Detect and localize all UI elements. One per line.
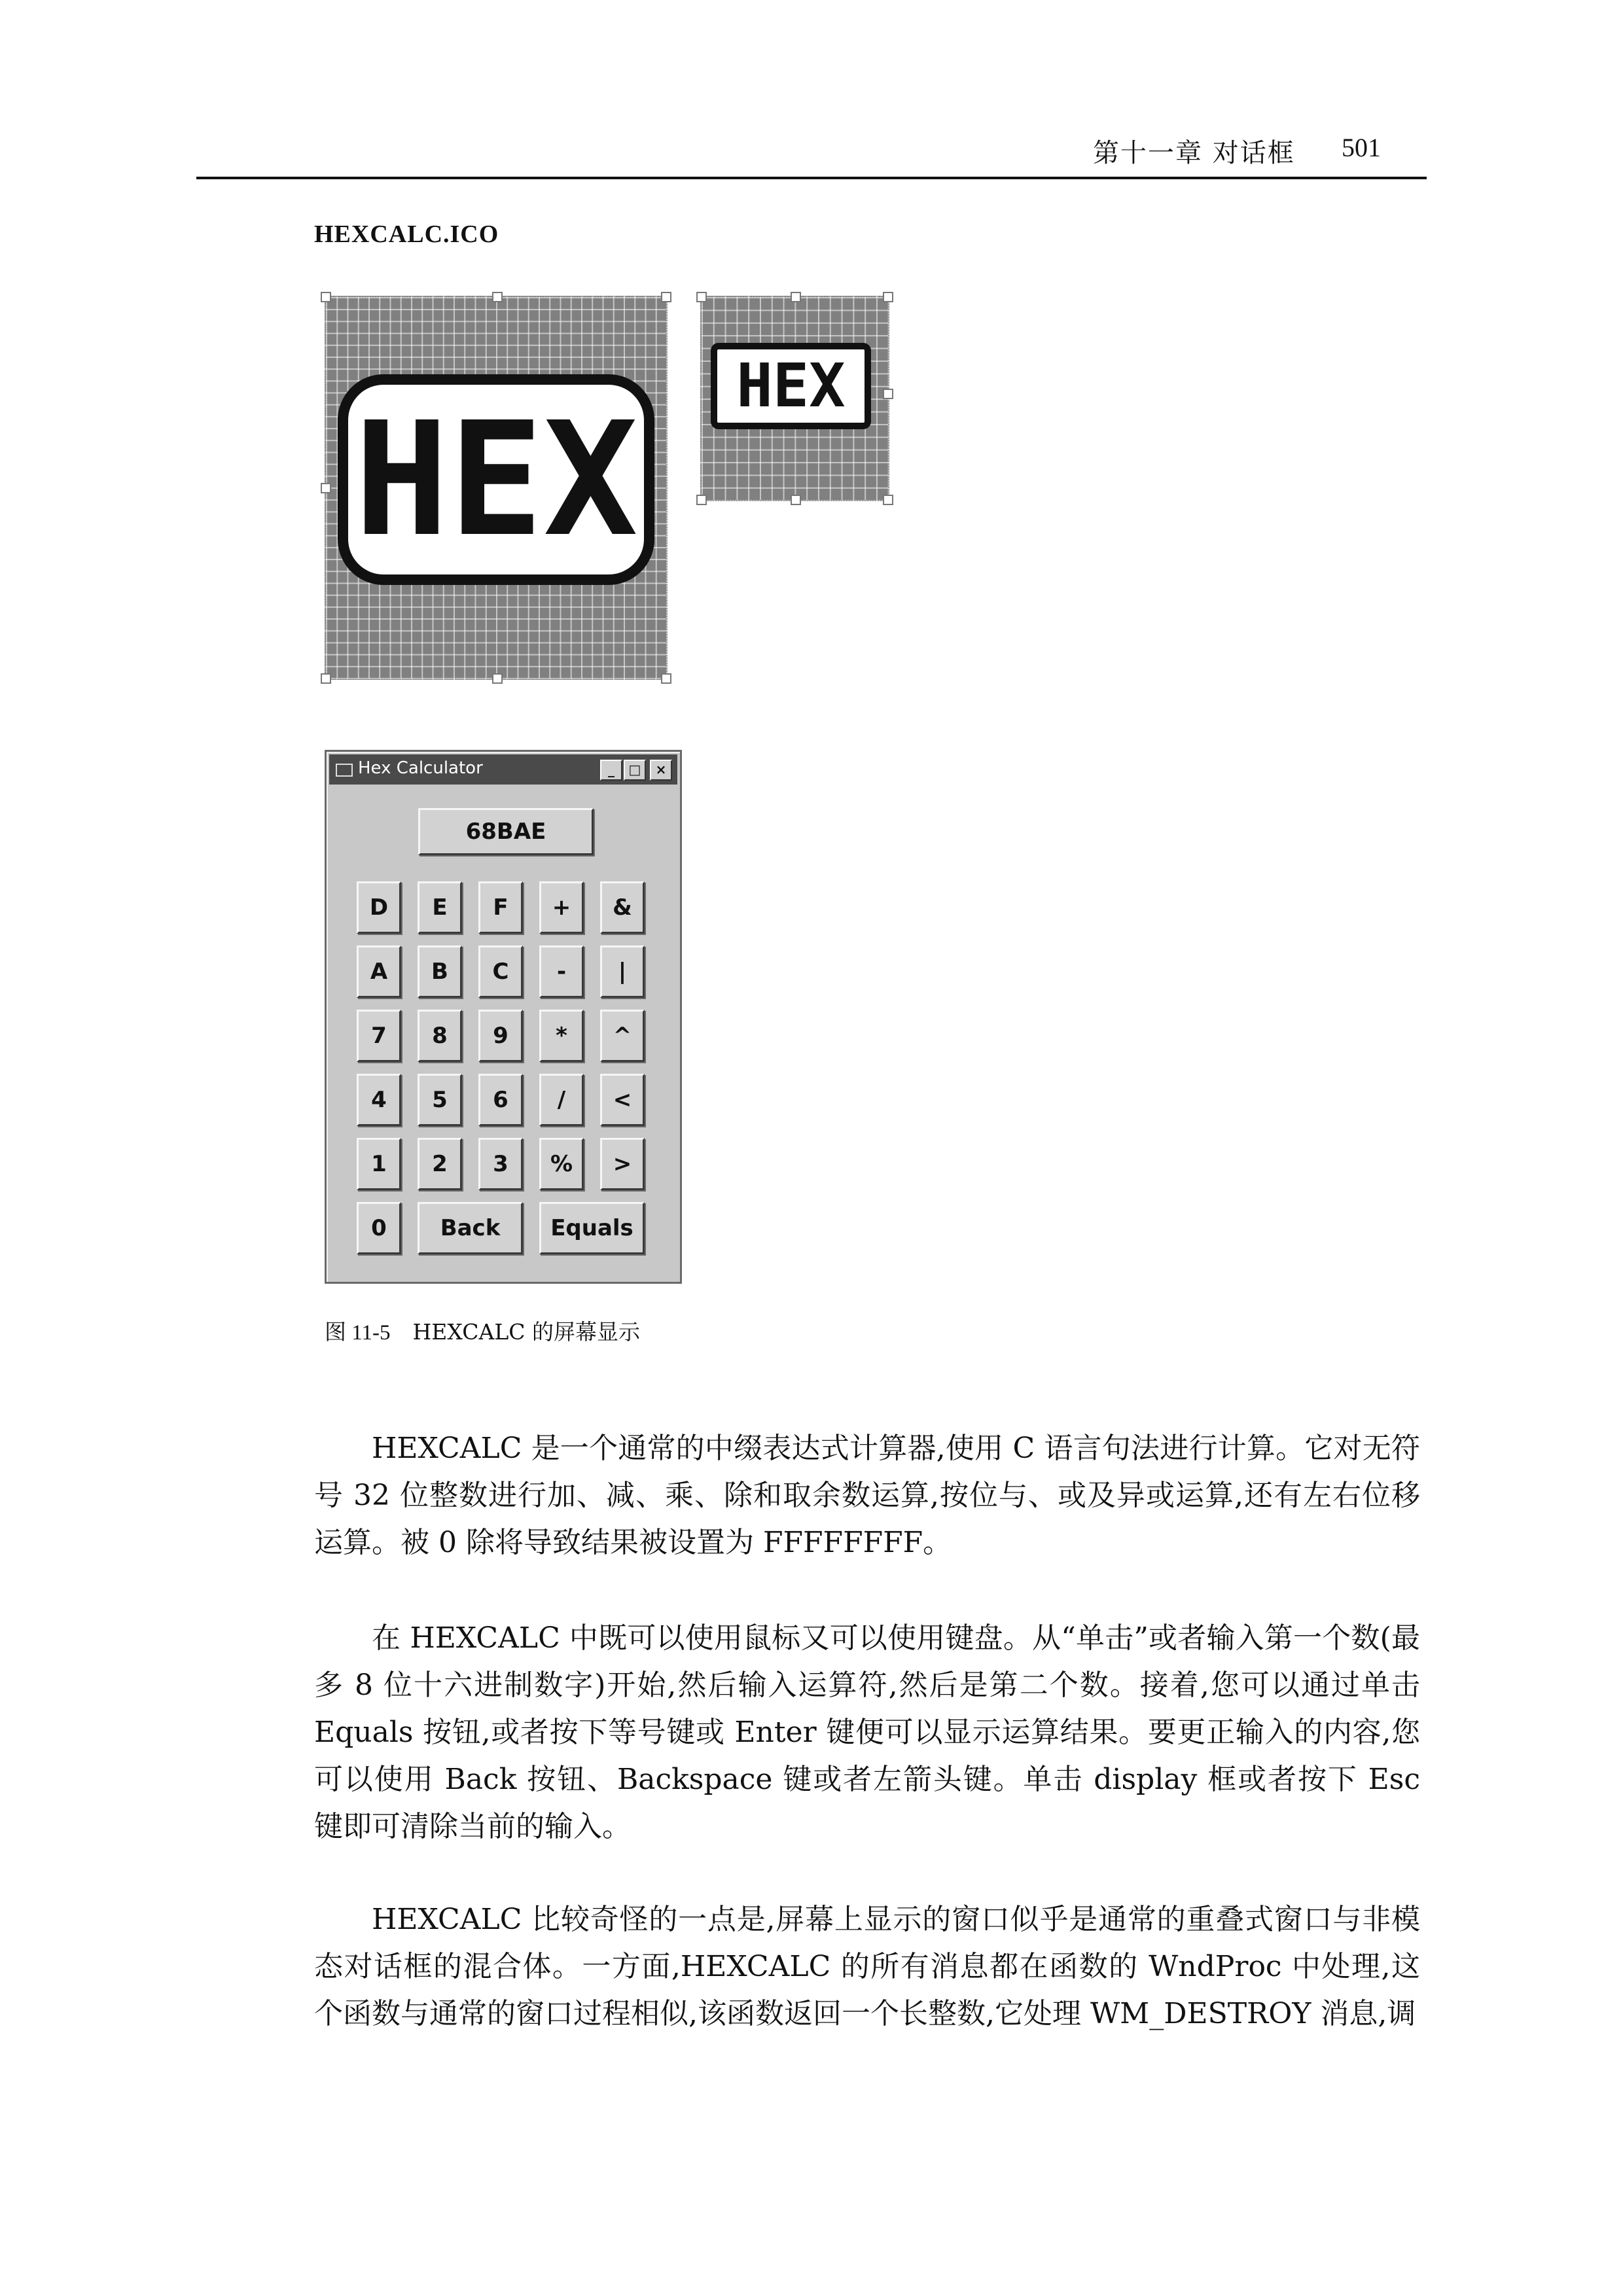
back-button[interactable]: Back	[418, 1202, 523, 1254]
key-multiply[interactable]: *	[539, 1010, 584, 1062]
maximize-button[interactable]: □	[624, 760, 646, 781]
hex-icon-large-letters: HEX	[354, 388, 638, 571]
key-plus[interactable]: +	[539, 881, 584, 934]
key-shift-right[interactable]: >	[600, 1138, 645, 1190]
key-a[interactable]: A	[357, 945, 401, 998]
body-paragraph: HEXCALC 比较奇怪的一点是,屏幕上显示的窗口似乎是通常的重叠式窗口与非模态对话框的混合体。一方面,HEXCALC 的所有消息都在函数的 WndProc 中处理,这个函数与通常的窗口过程相似,该函数返回一个长整数,它处理 WM_DESTROY 消息,调	[314, 1903, 1420, 2030]
key-3[interactable]: 3	[478, 1138, 523, 1190]
window-title: Hex Calculator	[358, 758, 483, 778]
resize-handle	[883, 389, 893, 399]
close-button[interactable]: ×	[650, 760, 672, 781]
figure-number: 图 11-5	[325, 1321, 391, 1345]
key-mod[interactable]: %	[539, 1138, 584, 1190]
resize-handle	[696, 292, 707, 302]
app-icon	[336, 764, 353, 777]
chapter-title: 第十一章 对话框	[1093, 138, 1295, 168]
title-bar[interactable]	[329, 754, 677, 785]
key-4[interactable]: 4	[357, 1074, 401, 1126]
key-9[interactable]: 9	[478, 1010, 523, 1062]
resize-handle	[321, 673, 331, 684]
key-f[interactable]: F	[478, 881, 523, 934]
resize-handle	[883, 495, 893, 505]
key-divide[interactable]: /	[539, 1074, 584, 1126]
resize-handle	[883, 292, 893, 302]
figure-caption-text: HEXCALC 的屏幕显示	[412, 1319, 641, 1345]
key-2[interactable]: 2	[418, 1138, 462, 1190]
hex-calculator-window	[325, 750, 682, 1284]
key-d[interactable]: D	[357, 881, 401, 934]
resize-handle	[661, 292, 671, 302]
body-paragraph: 在 HEXCALC 中既可以使用鼠标又可以使用键盘。从“单击”或者输入第一个数(最多 8 位十六进制数字)开始,然后输入运算符,然后是第二个数。接着,您可以通过单击 Equals 按钮,或者按下等号键或 Enter 键便可以显示运算结果。要更正输入的内容,您可以使用 Back 按钮、Backspace 键或者左箭头键。单击 display 框或者按下 Esc 键即可清除当前的输入。	[314, 1621, 1420, 1843]
minimize-button[interactable]: _	[600, 760, 622, 781]
key-and[interactable]: &	[600, 881, 645, 934]
resize-handle	[321, 292, 331, 302]
page-number: 501	[1342, 133, 1381, 162]
key-or[interactable]: |	[600, 945, 645, 998]
key-xor[interactable]: ^	[600, 1010, 645, 1062]
key-1[interactable]: 1	[357, 1138, 401, 1190]
key-shift-left[interactable]: <	[600, 1074, 645, 1126]
hex-icon-small-letters: HEX	[736, 351, 846, 421]
resize-handle	[791, 292, 801, 302]
key-8[interactable]: 8	[418, 1010, 462, 1062]
key-0[interactable]: 0	[357, 1202, 401, 1254]
key-e[interactable]: E	[418, 881, 462, 934]
resize-handle	[696, 495, 707, 505]
header-rule	[196, 177, 1427, 179]
key-c[interactable]: C	[478, 945, 523, 998]
figure-caption	[325, 1315, 640, 1346]
hex-icon-small	[711, 343, 871, 429]
icon-editor-small	[700, 296, 889, 501]
display-button[interactable]: 68BAE	[418, 808, 594, 855]
key-6[interactable]: 6	[478, 1074, 523, 1126]
resize-handle	[492, 292, 503, 302]
key-7[interactable]: 7	[357, 1010, 401, 1062]
resize-handle	[791, 495, 801, 505]
equals-button[interactable]: Equals	[539, 1202, 645, 1254]
resize-handle	[492, 673, 503, 684]
resize-handle	[661, 673, 671, 684]
key-minus[interactable]: -	[539, 945, 584, 998]
resize-handle	[321, 483, 331, 493]
icon-editor-large	[325, 296, 668, 680]
key-b[interactable]: B	[418, 945, 462, 998]
icon-section-title: HEXCALC.ICO	[314, 221, 499, 248]
hex-icon-large	[338, 374, 654, 585]
key-5[interactable]: 5	[418, 1074, 462, 1126]
body-paragraph: HEXCALC 是一个通常的中缀表达式计算器,使用 C 语言句法进行计算。它对无符号 32 位整数进行加、减、乘、除和取余数运算,按位与、或及异或运算,还有左右位移运算。被 0 除将导致结果被设置为 FFFFFFFF。	[314, 1432, 1420, 1559]
running-header	[196, 124, 1427, 177]
